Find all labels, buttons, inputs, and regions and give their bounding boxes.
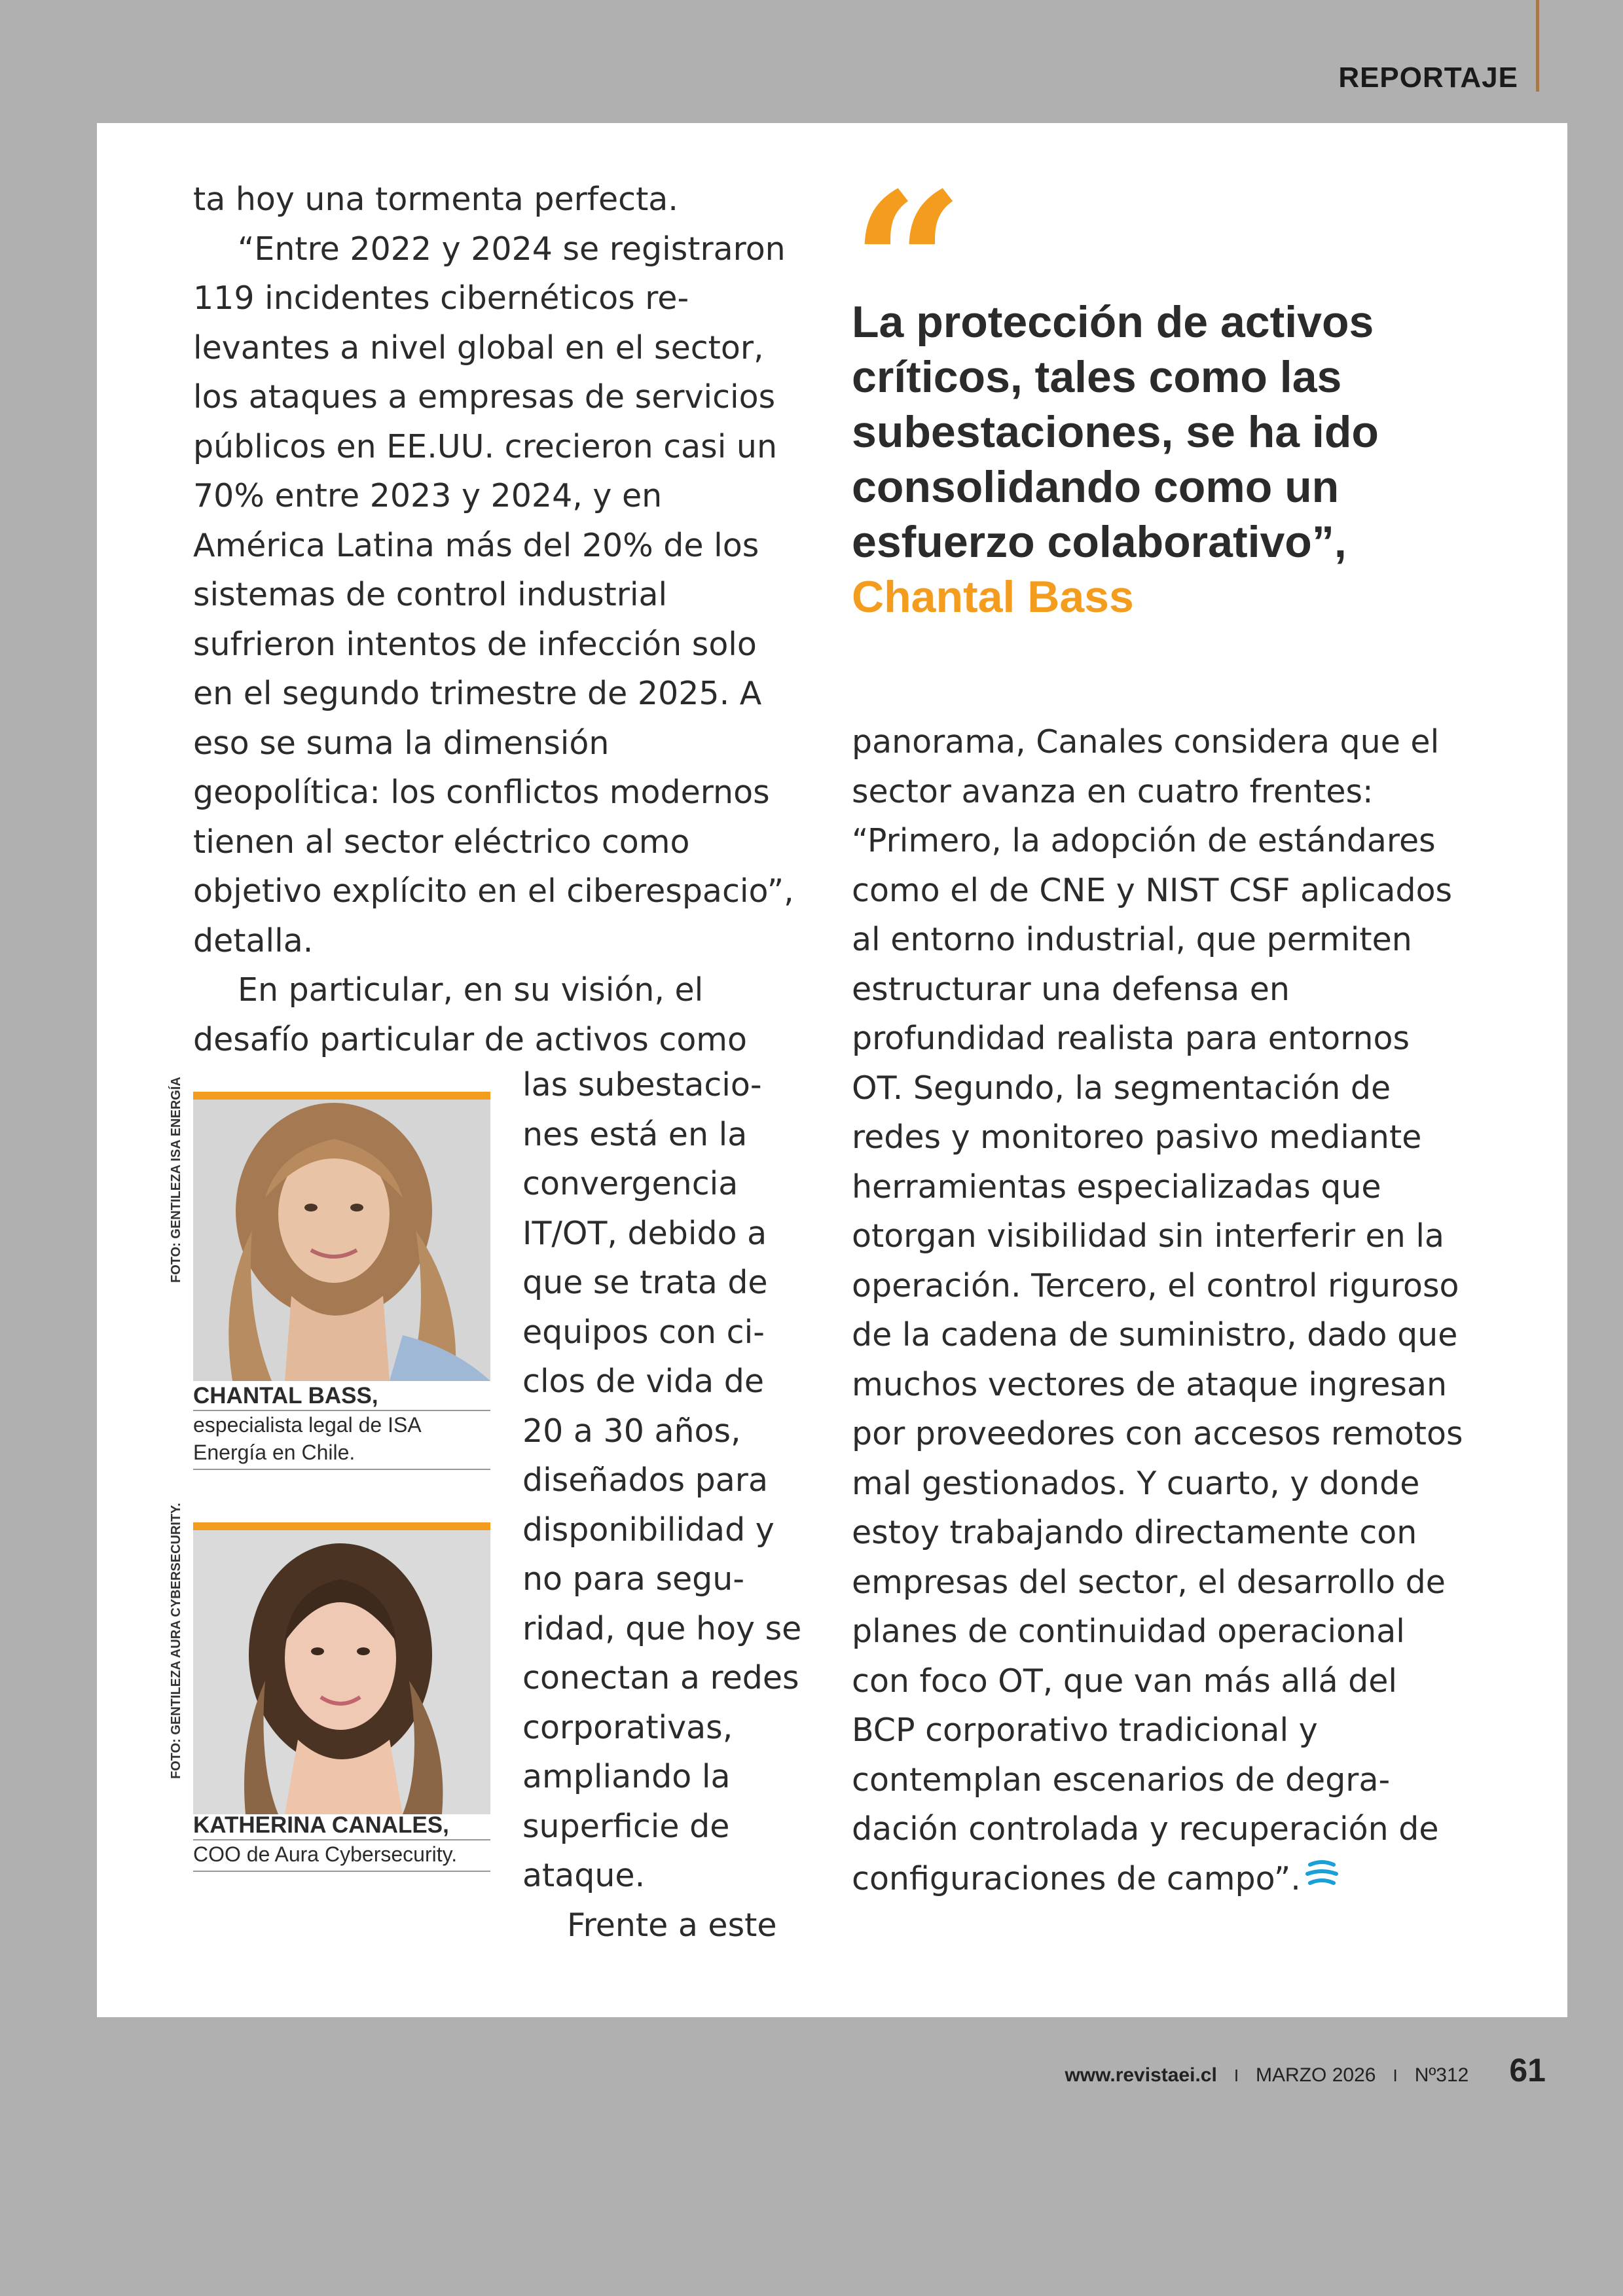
portrait-photo-chantal-bass	[193, 1092, 490, 1381]
caption-name: KATHERINA CANALES,	[193, 1812, 490, 1840]
section-label: REPORTAJE	[1338, 62, 1518, 94]
paragraph: Frente a este	[567, 1906, 777, 1944]
paragraph: En particular, en su visión, el desafío particular de activos como	[193, 971, 748, 1058]
photo-caption	[193, 1382, 490, 1470]
footer-website: www.revistaei.cl	[1065, 2064, 1217, 2086]
page-footer	[1065, 2051, 1546, 2089]
paragraph: “Entre 2022 y 2024 se registraron 119 incidentes cibernéticos relevantes a nivel global en el sector, los ataques a empresas de servicios públicos en EE.UU. crecieron casi un 70% entre 2023 y 2024, y en América Latina más del 20% de los sistemas de control industrial sufrieron intentos de infección solo en el segundo trimestre de 2025. A eso se suma la dimensión geopolítica: los conflictos modernos tienen al sector eléctrico como objetivo explícito en el ciberespacio”, detalla.	[193, 230, 794, 960]
paragraph: las subestaciones está en la convergencia IT/OT, debido a que se trata de equipos con ciclos de vida de 20 a 30 años, diseñados para disponibilidad y no para seguridad, que hoy se conectan a redes corporativas, ampliando la superficie de ataque.	[522, 1066, 802, 1894]
right-column	[852, 717, 1467, 1905]
pull-quote-author: Chantal Bass	[852, 572, 1134, 622]
photo-credit: FOTO: GENTILEZA AURA CYBERSECURITY.	[169, 1503, 183, 1779]
footer-issue-date: MARZO 2026	[1256, 2064, 1376, 2086]
paragraph: panorama, Canales considera que el sector avanza en cuatro frentes: “Primero, la adopción de estándares como el de CNE y NIST CSF aplicados al entorno industrial, que permiten estructurar una defensa en profundidad realista para entornos OT. Segundo, la segmentación de redes y monitoreo pasivo mediante herramientas especializadas que otorgan visibilidad sin interferir en la operación. Tercero, el control riguroso de la cadena de suministro, dado que muchos vectores de ataque ingresan por proveedores con accesos remotos mal gestionados. Y cuarto, y donde estoy trabajando directamente con empresas del sector, el desarrollo de planes de continuidad operacional con foco OT, que van más allá del BCP corporativo tradicional y contemplan escenarios de degradación controlada y recuperación de configuraciones de campo”.	[852, 723, 1463, 1897]
article-end-icon	[1305, 1856, 1339, 1905]
caption-role: especialista legal de ISA Energía en Chile.	[193, 1413, 420, 1464]
left-column	[193, 175, 802, 1064]
page-number: 61	[1509, 2052, 1546, 2089]
paragraph: ta hoy una tormenta perfecta.	[193, 181, 678, 218]
pull-quote-text: La protección de activos críticos, tales como las subestaciones, se ha ido consolidando como un esfuerzo colaborativo”,	[852, 297, 1379, 567]
caption-name: CHANTAL BASS,	[193, 1382, 490, 1411]
footer-issue-number: Nº312	[1414, 2064, 1469, 2086]
narrow-column	[522, 1060, 804, 1950]
portrait-photo-katherina-canales	[193, 1522, 490, 1814]
photo-caption	[193, 1812, 490, 1872]
photo-credit: FOTO: GENTILEZA ISA ENERGÍA	[169, 1077, 183, 1283]
footer-separator: I	[1233, 2066, 1239, 2085]
header-divider	[1536, 0, 1539, 92]
footer-separator: I	[1393, 2066, 1398, 2085]
pull-quote	[852, 295, 1441, 624]
quote-mark-icon: “	[851, 149, 964, 380]
caption-role: COO de Aura Cybersecurity.	[193, 1842, 458, 1866]
